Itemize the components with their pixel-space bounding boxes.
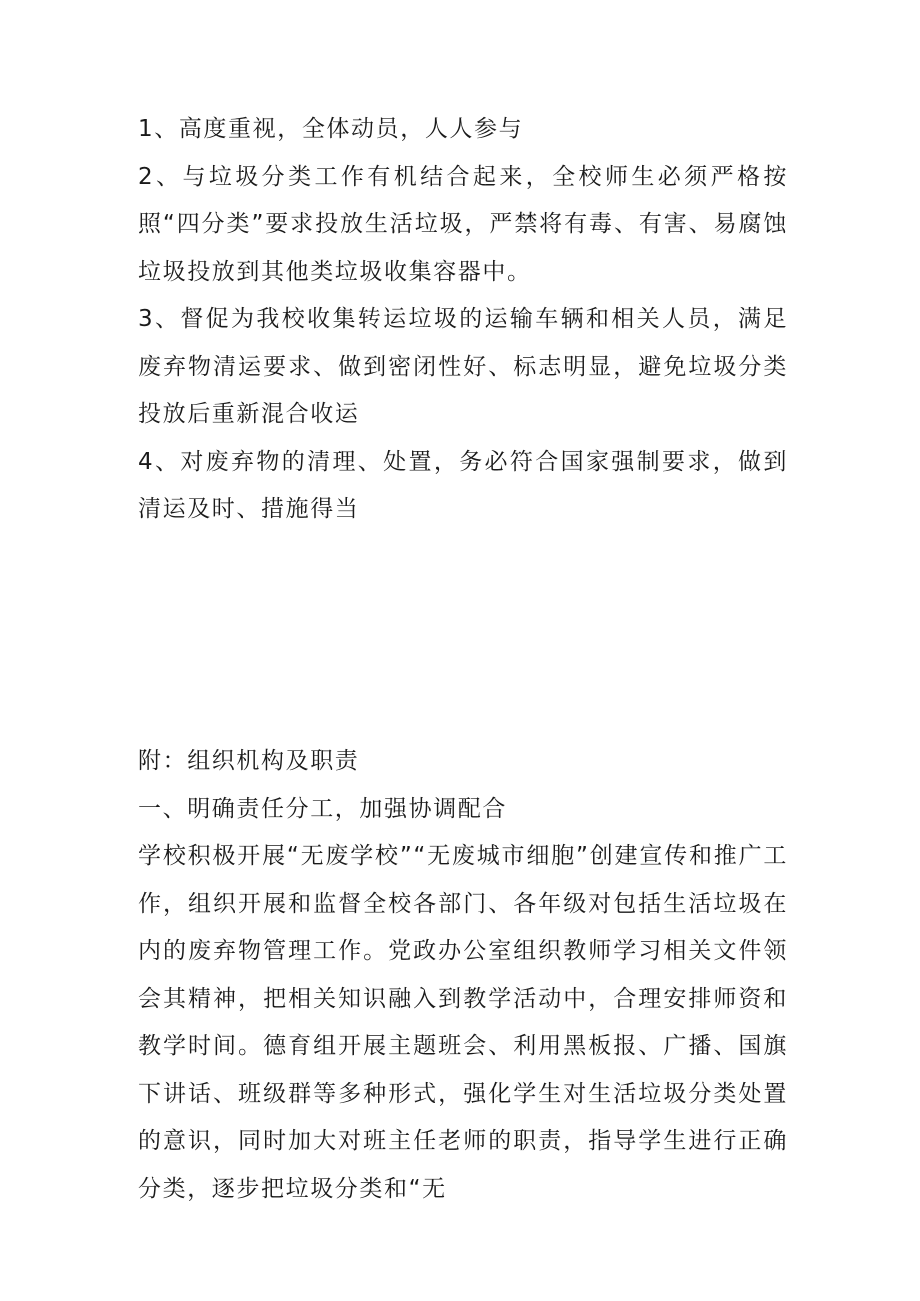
section-body: 学校积极开展“无废学校”“无废城市细胞”创建宣传和推广工作，组织开展和监督全校各部门、各年级对包括生活垃圾在内的废弃物管理工作。党政办公室组织教师学习相关文件领会其精神，把相关知识融入到教学活动中，合理安排师资和教学时间。德育组开展主题班会、利用黑板报、广播、国旗下讲话、班级群等多种形式，强化学生对生活垃圾分类处置的意识，同时加大对班主任老师的职责，指导学生进行正确分类，逐步把垃圾分类和“无 — [138, 843, 788, 1202]
list-item-2: 2、与垃圾分类工作有机结合起来，全校师生必须严格按照“四分类”要求投放生活垃圾，严禁将有毒、有害、易腐蚀垃圾投放到其他类垃圾收集容器中。 — [138, 163, 788, 285]
list-item-3: 3、督促为我校收集转运垃圾的运输车辆和相关人员，满足废弃物清运要求、做到密闭性好、标志明显，避免垃圾分类投放后重新混合收运 — [138, 306, 788, 427]
appendix-section — [138, 738, 788, 1213]
numbered-list — [138, 106, 788, 534]
list-item-4: 4、对废弃物的清理、处置，务必符合国家强制要求，做到清运及时、措施得当 — [138, 448, 788, 522]
appendix-title: 附：组织机构及职责 — [138, 748, 360, 774]
section-heading: 一、明确责任分工，加强协调配合 — [138, 795, 507, 822]
list-item-1: 1、高度重视，全体动员，人人参与 — [138, 116, 524, 142]
